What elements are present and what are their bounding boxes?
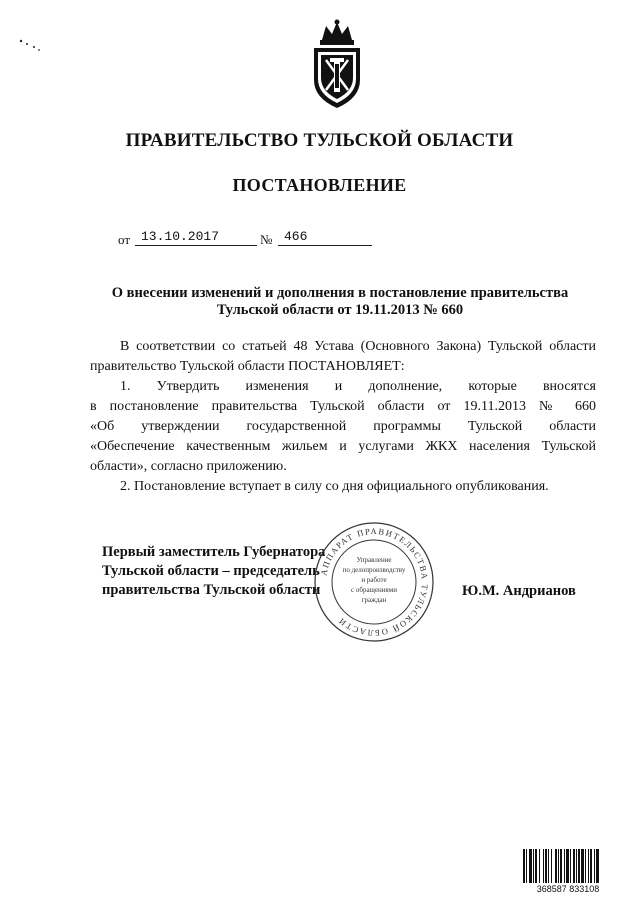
paragraph-preamble: В соответствии со статьей 48 Устава (Основного Закона) Тульской области правительство Тульской области ПОСТАНОВЛЯЕТ: <box>90 339 596 374</box>
stamp-center-line-5: граждан <box>361 596 387 604</box>
date-label: от <box>118 232 131 247</box>
stamp-center-line-3: и работе <box>361 576 387 584</box>
stamp-center-line-2: по делопроизводству <box>342 566 406 574</box>
subject-line-2: Тульской области от 19.11.2013 № 660 <box>216 302 464 318</box>
document-number: 466 <box>278 229 372 246</box>
signatory-position <box>102 543 325 600</box>
signatory-position-line-3: правительства Тульской области <box>102 582 321 598</box>
stamp-ring-text: АППАРАТ ПРАВИТЕЛЬСТВА ТУЛЬСКОЙ ОБЛАСТИ <box>318 525 431 639</box>
paragraph-item-2: 2. Постановление вступает в силу со дня официального опубликования. <box>120 479 549 494</box>
number-label: № <box>260 232 273 247</box>
paragraph-item-1-line-5: области», согласно приложению. <box>90 459 287 474</box>
signatory-position-line-2: Тульской области – председатель <box>102 563 320 579</box>
subject-line-1: О внесении изменений и дополнения в постановление правительства <box>111 285 569 301</box>
paragraph-item-1-line-3: «Об утверждении государственной программы Тульской области <box>90 419 596 434</box>
tula-coat-of-arms-emblem <box>302 18 372 110</box>
barcode-number: 368587 833108 <box>522 884 614 894</box>
stamp-center-line-1: Управление <box>356 556 392 564</box>
paragraph-item-1-line-1: 1. Утвердить изменения и дополнение, которые вносятся <box>120 379 596 394</box>
paragraph-item-1-line-2: в постановление правительства Тульской области от 19.11.2013 № 660 <box>90 399 596 414</box>
document-date: 13.10.2017 <box>135 229 257 246</box>
stamp-center-line-4: с обращениями <box>351 586 397 594</box>
paragraph-item-1-line-4: «Обеспечение качественным жильем и услугами ЖКХ населения Тульской <box>90 439 596 454</box>
scan-artifact-marks <box>18 36 58 56</box>
document-body <box>90 337 596 497</box>
government-title: ПРАВИТЕЛЬСТВО ТУЛЬСКОЙ ОБЛАСТИ <box>125 130 514 151</box>
signatory-name: Ю.М. Андрианов <box>462 583 576 599</box>
signatory-position-line-1: Первый заместитель Губернатора <box>102 544 326 560</box>
document-subject <box>60 285 620 319</box>
official-round-stamp <box>312 520 436 644</box>
document-type-title: ПОСТАНОВЛЕНИЕ <box>232 175 407 195</box>
